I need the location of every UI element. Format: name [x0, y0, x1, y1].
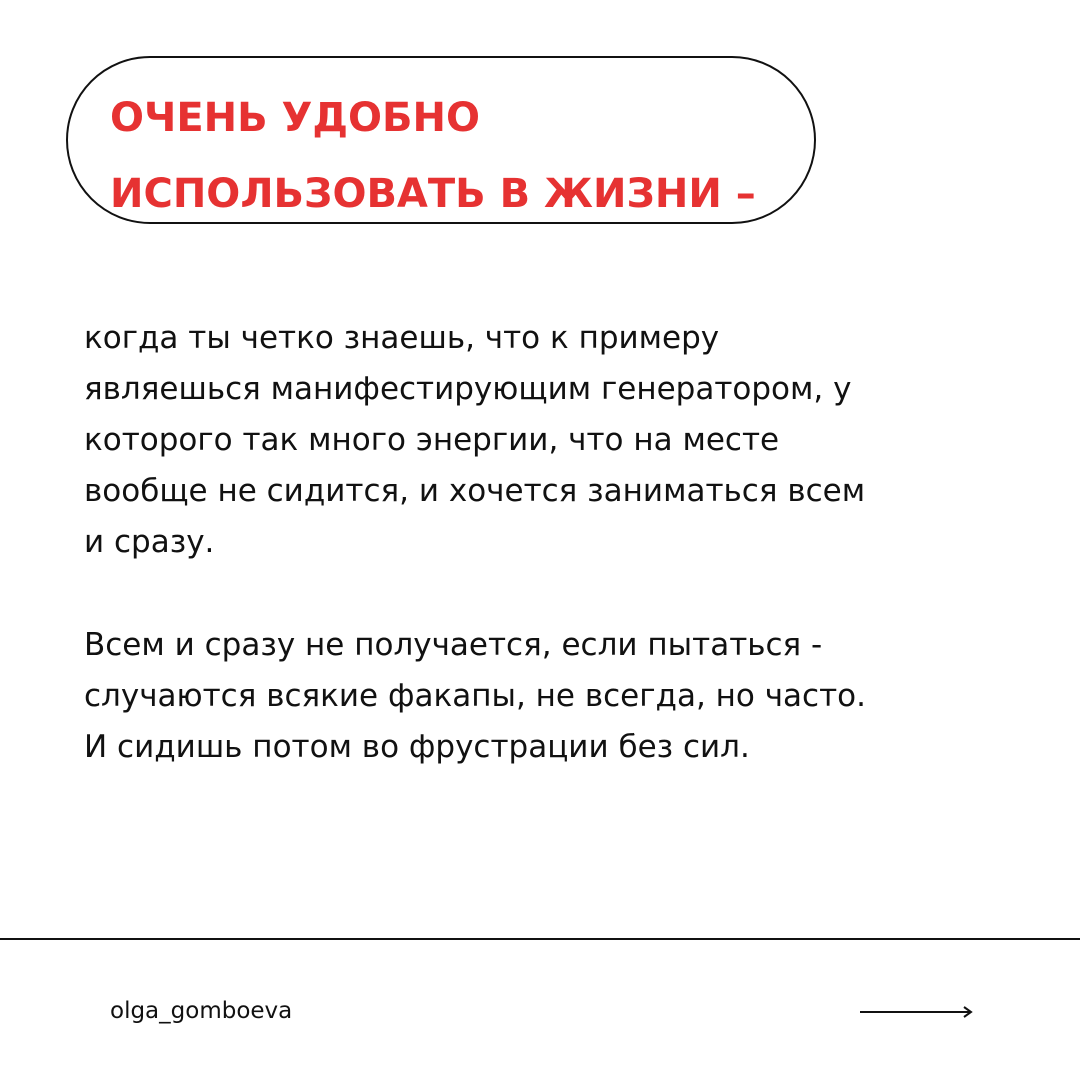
author-handle: olga_gomboeva [110, 998, 293, 1024]
title-line-1: ОЧЕНЬ УДОБНО [110, 95, 480, 141]
paragraph-1-line: вообще не сидится, и хочется заниматься всем [84, 473, 866, 509]
paragraph-2 [84, 620, 1004, 773]
paragraph-2-line: И сидишь потом во фрустрации без сил. [84, 729, 750, 765]
title-line-2: ИСПОЛЬЗОВАТЬ В ЖИЗНИ – [110, 171, 756, 217]
arrow-right-icon[interactable] [860, 1004, 974, 1020]
footer-divider [0, 938, 1080, 940]
paragraph-1-line: являешься манифестирующим генератором, у [84, 371, 852, 407]
paragraph-1-line: и сразу. [84, 524, 215, 560]
paragraph-1-line: когда ты четко знаешь, что к примеру [84, 320, 720, 356]
paragraph-2-line: случаются всякие факапы, не всегда, но часто. [84, 678, 866, 714]
paragraph-2-line: Всем и сразу не получается, если пытаться - [84, 627, 823, 663]
paragraph-1-line: которого так много энергии, что на месте [84, 422, 780, 458]
paragraph-1 [84, 313, 1004, 568]
page-title [110, 80, 756, 232]
